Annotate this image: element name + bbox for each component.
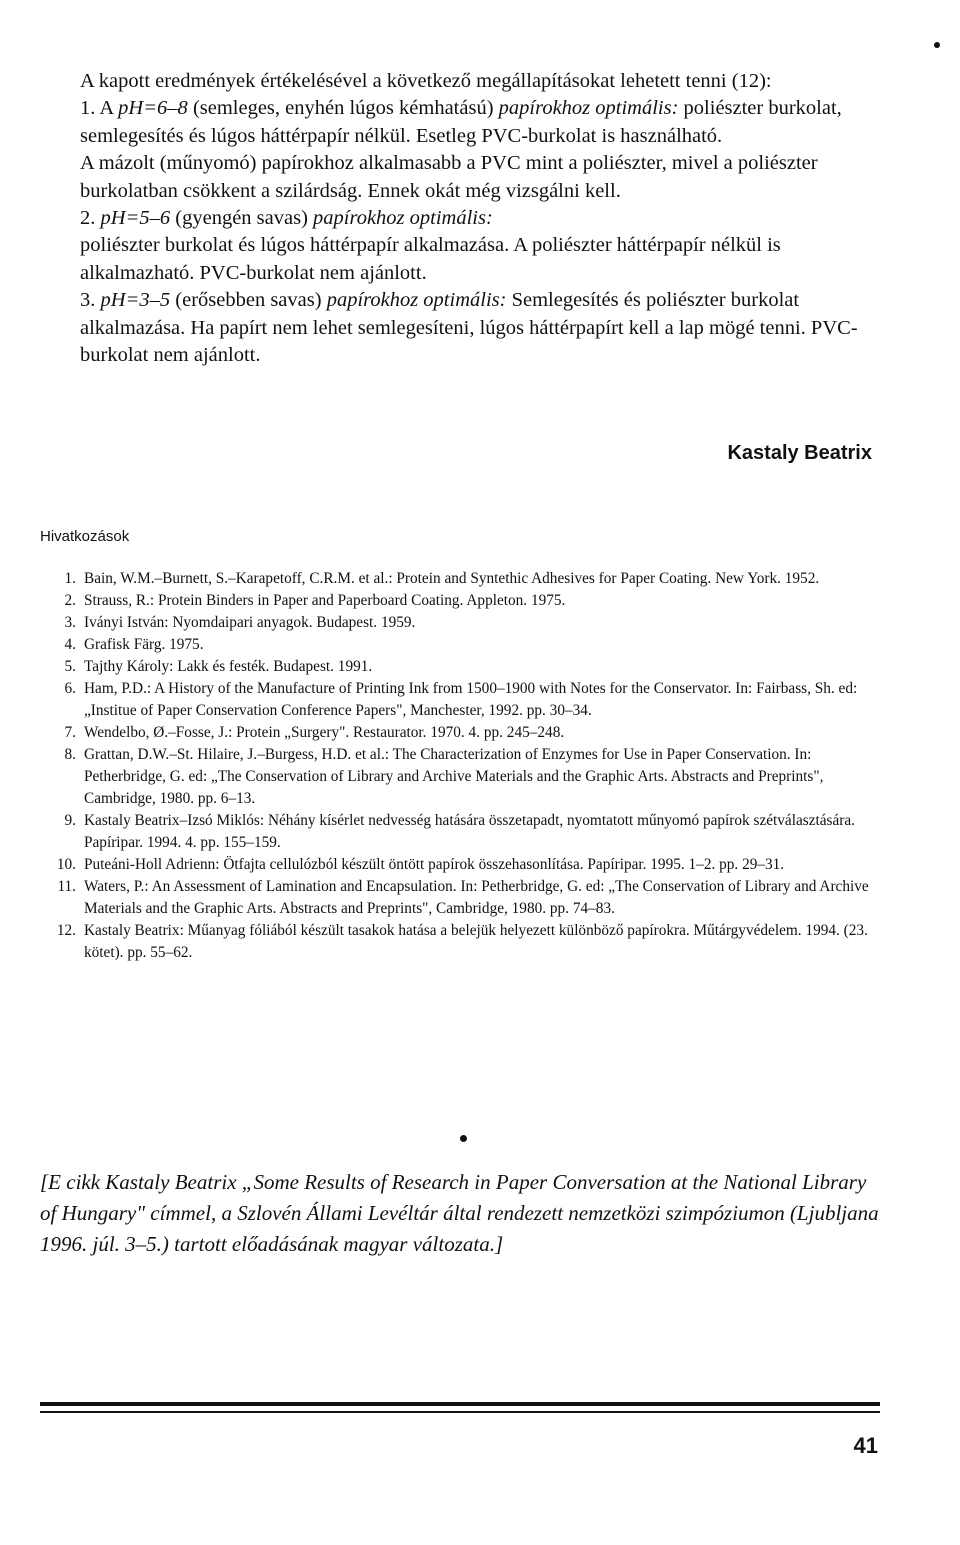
bullet-mark [460,1135,467,1142]
conclusions-intro: A kapott eredmények értékelésével a következő megállapításokat lehetett tenni (12): [80,70,772,92]
emphasis-text: papírokhoz optimális: [326,289,507,312]
footer-rule-thick [40,1402,880,1406]
reference-text: Iványi István: Nyomdaipari anyagok. Budapest. 1959. [84,614,416,631]
reference-text: Waters, P.: An Assessment of Lamination and Encapsulation. In: Petherbridge, G. ed: „The Conservation of Library and Archive Materials and the Graphic Arts. Abstracts and Preprints", Cambridge, 1980. pp. 74–83. [84,878,869,917]
reference-item [40,634,886,656]
reference-text: Puteáni-Holl Adrienn: Ötfajta cellulózból készült öntött papírok összehasonlítása. Papíripar. 1995. 1–2. pp. 29–31. [84,856,785,873]
reference-item [40,656,886,678]
reference-number: 11. [57,878,76,895]
ph-range: pH=5–6 [100,207,171,230]
reference-item [40,854,886,876]
reference-item [40,678,886,722]
reference-item [40,876,886,920]
footer-rule-thin [40,1411,880,1413]
references-heading: Hivatkozások [40,528,130,545]
reference-item [40,568,886,590]
reference-number: 5. [64,658,76,675]
conclusion-item-2-detail: poliészter burkolat és lúgos háttérpapír alkalmazása. A poliészter háttérpapír nélkül is alkalmazható. PVC-burkolat nem ajánlott. [80,234,781,284]
reference-text: Grafisk Färg. 1975. [84,636,204,653]
stray-dot-mark [934,42,940,48]
conclusion-item-1: 1. A pH=6–8 (semleges, enyhén lúgos kémhatású) papírokhoz optimális: poliészter burkolat, semlegesítés és lúgos háttérpapír nélkül. Esetleg PVC-burkolat is használható. [80,97,842,147]
references-list [40,568,886,964]
reference-item [40,612,886,634]
reference-number: 8. [64,746,76,763]
reference-text: Kastaly Beatrix: Műanyag fóliából készült tasakok hatása a belejük helyezett különböző papírokra. Műtárgyvédelem. 1994. (23. kötet). pp. 55–62. [84,922,868,961]
reference-number: 6. [64,680,76,697]
reference-item [40,590,886,612]
emphasis-text: papírokhoz optimális: [313,207,493,230]
emphasis-text: papírokhoz optimális: [498,97,679,120]
reference-number: 2. [64,592,76,609]
reference-item [40,722,886,744]
conclusions-section [80,68,880,369]
reference-number: 9. [64,812,76,829]
reference-item [40,920,886,964]
reference-text: Bain, W.M.–Burnett, S.–Karapetoff, C.R.M. et al.: Protein and Syntethic Adhesives for Paper Coating. New York. 1952. [84,570,820,587]
reference-number: 7. [64,724,76,741]
reference-number: 10. [56,856,76,873]
reference-item [40,744,886,810]
conclusion-item-3: 3. pH=3–5 (erősebben savas) papírokhoz optimális: Semlegesítés és poliészter burkolat alkalmazása. Ha papírt nem lehet semlegesíteni, lúgos háttérpapírt kell a lap mögé tenni. PVC-burkolat nem ajánlott. [80,289,858,367]
reference-text: Wendelbo, Ø.–Fosse, J.: Protein „Surgery". Restaurator. 1970. 4. pp. 245–248. [84,724,565,741]
reference-number: 4. [64,636,76,653]
reference-number: 1. [64,570,76,587]
reference-text: Ham, P.D.: A History of the Manufacture of Printing Ink from 1500–1900 with Notes for the Conservator. In: Fairbass, Sh. ed: „Institue of Paper Conservation Conference Papers", Manchester, 1992. pp. 30–34. [84,680,858,719]
ph-range: pH=6–8 [118,97,188,120]
reference-text: Grattan, D.W.–St. Hilaire, J.–Burgess, H.D. et al.: The Characterization of Enzymes for Use in Paper Conservation. In: Petherbridge, G. ed: „The Conservation of Library and Archive Materials and the Graphic Arts. Abstracts and Preprints", Cambridge, 1980. pp. 6–13. [84,746,824,807]
author-name: Kastaly Beatrix [727,442,872,464]
conclusion-item-1-extra: A mázolt (műnyomó) papírokhoz alkalmasabb a PVC mint a poliészter, mivel a poliészter burkolatban csökkent a szilárdság. Ennek okát még vizsgálni kell. [80,152,818,202]
conclusion-item-2: 2. pH=5–6 (gyengén savas) papírokhoz optimális: [80,207,493,230]
reference-number: 3. [64,614,76,631]
reference-text: Strauss, R.: Protein Binders in Paper and Paperboard Coating. Appleton. 1975. [84,592,566,609]
ph-range: pH=3–5 [100,289,171,312]
reference-number: 12. [56,922,76,939]
reference-text: Tajthy Károly: Lakk és festék. Budapest. 1991. [84,658,373,675]
reference-text: Kastaly Beatrix–Izsó Miklós: Néhány kísérlet nedvesség hatására összetapadt, nyomtatott műnyomó papírok szétválasztására. Papíripar. 1994. 4. pp. 155–159. [84,812,855,851]
article-note: [E cikk Kastaly Beatrix „Some Results of Research in Paper Conversation at the National Library of Hungary" címmel, a Szlovén Állami Levéltár által rendezett nemzetközi szimpóziumon (Ljubljana 1996. júl. 3–5.) tartott előadásának magyar változata.] [40,1170,879,1256]
reference-item [40,810,886,854]
page-number: 41 [853,1433,878,1458]
